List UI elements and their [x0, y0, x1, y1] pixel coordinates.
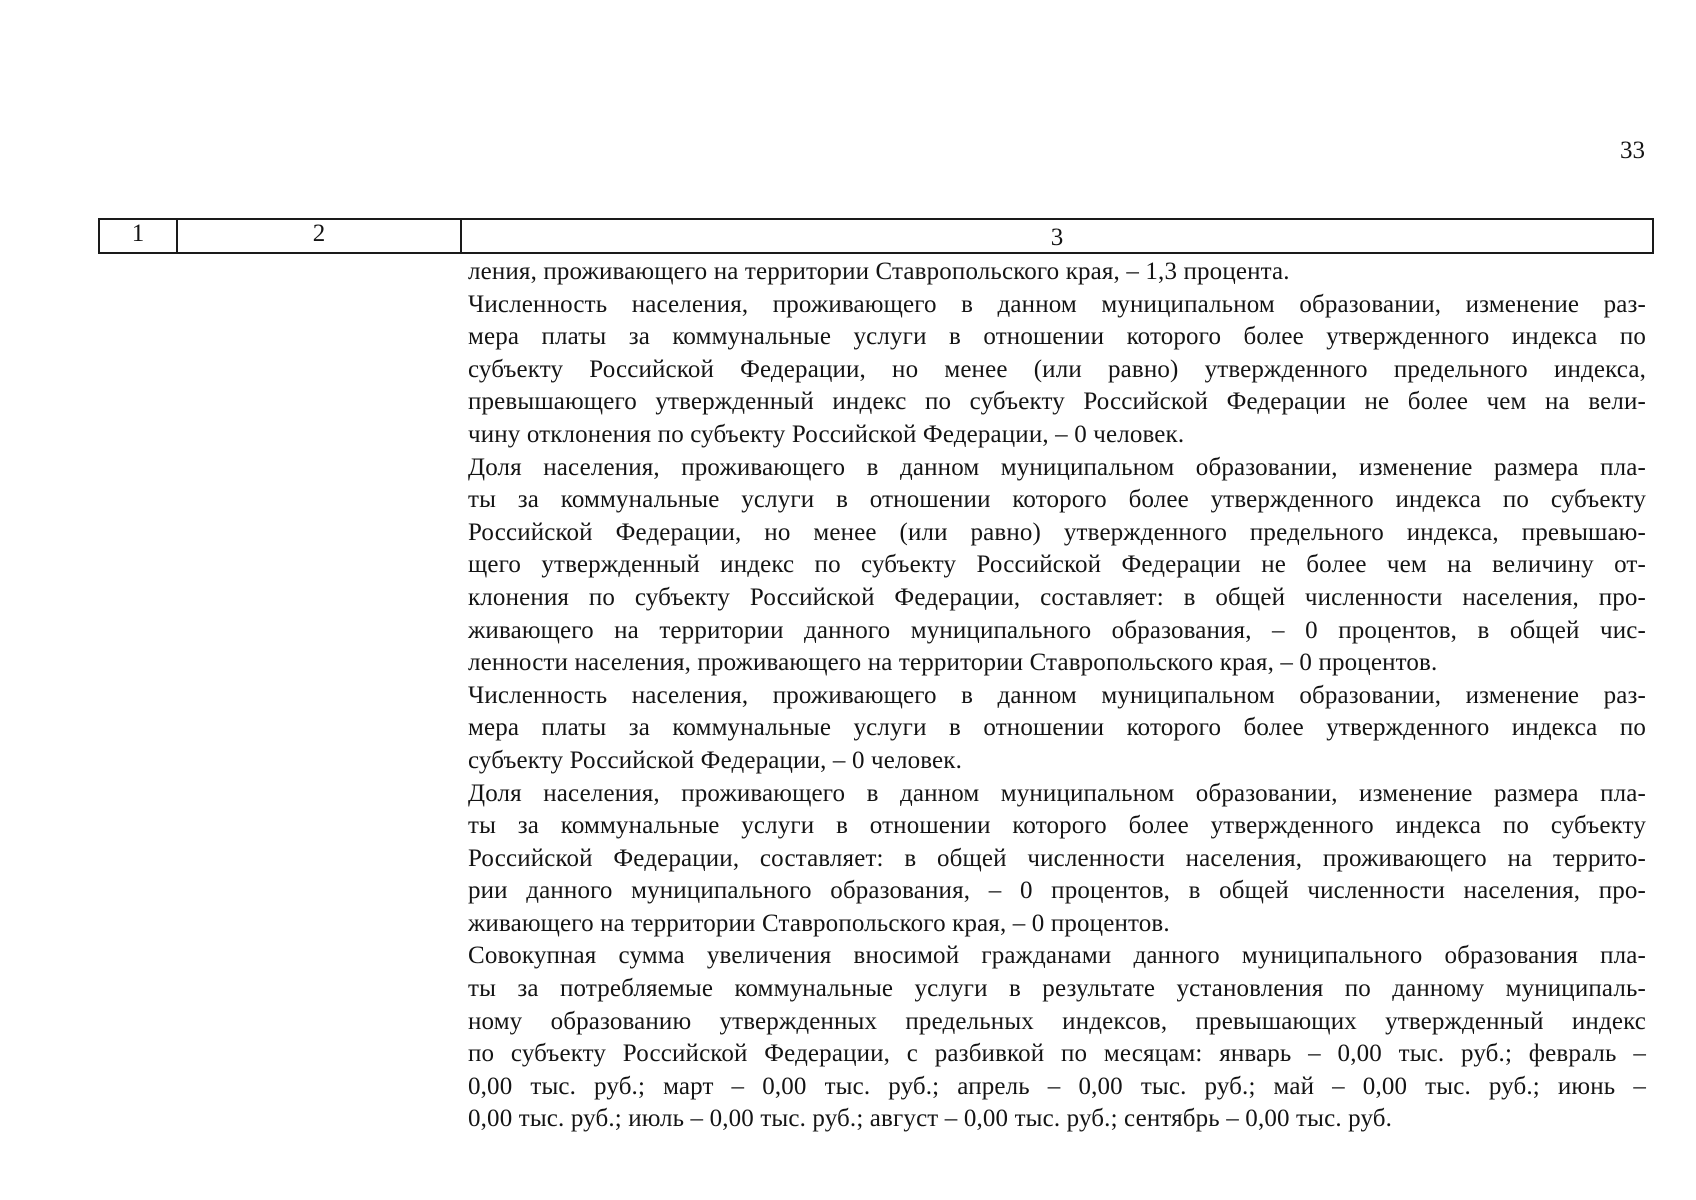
- paragraph-population-share-continued: [468, 256, 1646, 289]
- text-line: ному образованию утвержденных предельных индексов, превышающих утвержденный индекс: [468, 1007, 1646, 1035]
- text-line: Российской Федерации, но менее (или равно) утвержденного предельного индекса, превышаю-: [468, 518, 1646, 546]
- table-header-row: [98, 218, 1654, 254]
- text-line: Доля населения, проживающего в данном муниципальном образовании, изменение размера пла-: [468, 779, 1646, 807]
- table-cell-column-3-content: [468, 256, 1646, 1136]
- paragraph-total-payment-increase: [468, 940, 1646, 1136]
- text-line: ты за коммунальные услуги в отношении которого более утвержденного индекса по субъекту: [468, 486, 1646, 514]
- text-line: клонения по субъекту Российской Федерации, составляет: в общей численности населения, про-: [468, 583, 1646, 611]
- text-line: 0,00 тыс. руб.; март – 0,00 тыс. руб.; апрель – 0,00 тыс. руб.; май – 0,00 тыс. руб.; июнь –: [468, 1072, 1646, 1100]
- paragraph-population-share-above-index: [468, 778, 1646, 941]
- text-line: мера платы за коммунальные услуги в отношении которого более утвержденного индекса по: [468, 714, 1646, 742]
- text-line: субъекту Российской Федерации, – 0 человек.: [468, 746, 962, 774]
- text-line: Численность населения, проживающего в данном муниципальном образовании, изменение раз-: [468, 290, 1646, 318]
- text-line: рии данного муниципального образования, – 0 процентов, в общей численности населения, про-: [468, 877, 1646, 905]
- text-line: Доля населения, проживающего в данном муниципальном образовании, изменение размера пла-: [468, 453, 1646, 481]
- page-number: 33: [1620, 137, 1645, 164]
- text-line: ты за коммунальные услуги в отношении которого более утвержденного индекса по субъекту: [468, 812, 1646, 840]
- paragraph-population-share-limit: [468, 452, 1646, 680]
- paragraph-population-count-above-index: [468, 680, 1646, 778]
- text-line: живающего на территории Ставропольского края, – 0 процентов.: [468, 909, 1170, 937]
- text-line: Численность населения, проживающего в данном муниципальном образовании, изменение раз-: [468, 681, 1646, 709]
- column-number-1: 1: [100, 220, 178, 252]
- column-number-2: 2: [178, 220, 462, 252]
- paragraph-population-count-limit: [468, 289, 1646, 452]
- text-line: ты за потребляемые коммунальные услуги в результате установления по данному муниципаль-: [468, 975, 1646, 1003]
- text-line: ленности населения, проживающего на территории Ставропольского края, – 0 процентов.: [468, 649, 1438, 677]
- text-line: живающего на территории данного муниципального образования, – 0 процентов, в общей чис-: [468, 616, 1646, 644]
- text-line: чину отклонения по субъекту Российской Федерации, – 0 человек.: [468, 420, 1185, 448]
- text-line: превышающего утвержденный индекс по субъекту Российской Федерации не более чем на вели-: [468, 388, 1646, 416]
- text-line: ления, проживающего на территории Ставропольского края, – 1,3 процента.: [468, 258, 1290, 285]
- text-line: субъекту Российской Федерации, но менее (или равно) утвержденного предельного индекса,: [468, 355, 1646, 383]
- text-line: Российской Федерации, составляет: в общей численности населения, проживающего на террито-: [468, 844, 1646, 872]
- column-number-3: 3: [1050, 224, 1064, 251]
- text-line: Совокупная сумма увеличения вносимой гражданами данного муниципального образования пла-: [468, 942, 1646, 970]
- text-line: щего утвержденный индекс по субъекту Российской Федерации не более чем на величину от-: [468, 551, 1646, 579]
- text-line: по субъекту Российской Федерации, с разбивкой по месяцам: январь – 0,00 тыс. руб.; февраль –: [468, 1040, 1646, 1068]
- text-line: мера платы за коммунальные услуги в отношении которого более утвержденного индекса по: [468, 323, 1646, 351]
- text-line: 0,00 тыс. руб.; июль – 0,00 тыс. руб.; август – 0,00 тыс. руб.; сентябрь – 0,00 тыс. руб.: [468, 1105, 1393, 1133]
